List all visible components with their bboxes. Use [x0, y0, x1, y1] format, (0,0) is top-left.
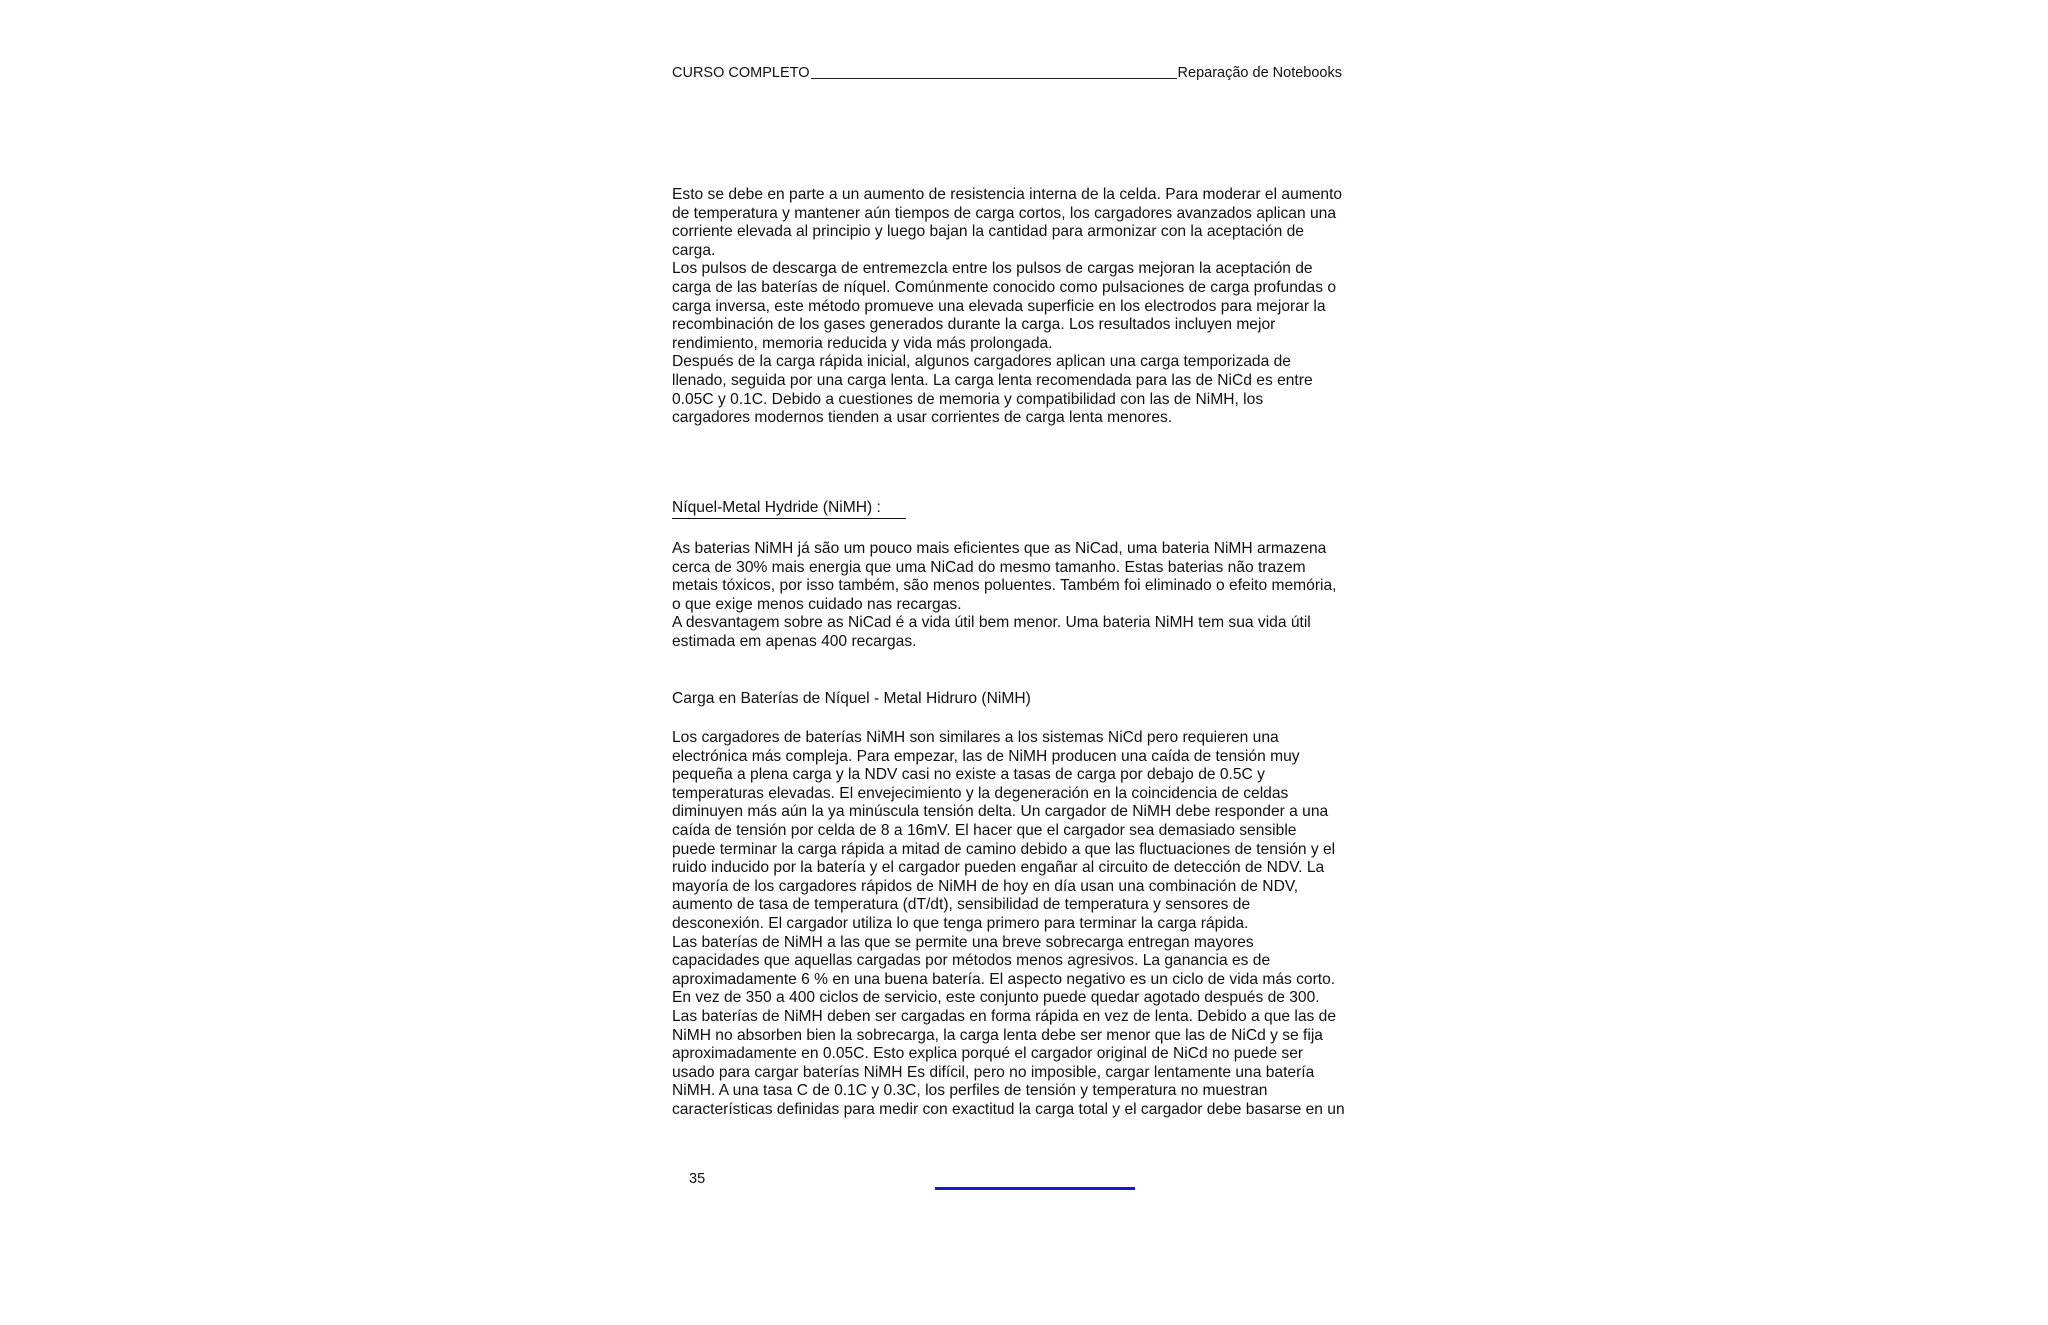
- header-left-title: CURSO COMPLETO: [672, 65, 810, 81]
- text-line: metais tóxicos, por isso também, são menos poluentes. Também foi eliminado o efeito memória,: [672, 577, 1337, 595]
- text-line: electrónica más compleja. Para empezar, las de NiMH producen una caída de tensión muy: [672, 747, 1300, 765]
- header-right-title: Reparação de Notebooks: [1177, 65, 1342, 81]
- text-line: aproximadamente en 0.05C. Esto explica porqué el cargador original de NiCd no puede ser: [672, 1045, 1304, 1063]
- section-heading-nimh: Níquel-Metal Hydride (NiMH) :: [672, 499, 906, 519]
- text-line: Las baterías de NiMH a las que se permite una breve sobrecarga entregan mayores: [672, 933, 1254, 951]
- text-line: cargadores modernos tienden a usar corrientes de carga lenta menores.: [672, 409, 1173, 427]
- text-line: cerca de 30% mais energia que uma NiCad do mesmo tamanho. Estas baterias não trazem: [672, 558, 1306, 576]
- text-line: pequeña a plena carga y la NDV casi no existe a tasas de carga por debajo de 0.5C y: [672, 766, 1265, 784]
- text-line: características definidas para medir con exactitud la carga total y el cargador debe basarse en un: [672, 1100, 1345, 1118]
- text-line: 0.05C y 0.1C. Debido a cuestiones de memoria y compatibilidad con las de NiMH, los: [672, 390, 1264, 408]
- page-header: [672, 62, 1342, 82]
- text-line: corriente elevada al principio y luego bajan la cantidad para armonizar con la aceptación de: [672, 223, 1304, 241]
- text-line: carga de las baterías de níquel. Comúnmente conocido como pulsaciones de carga profundas o: [672, 278, 1337, 296]
- text-line: Los cargadores de baterías NiMH son similares a los sistemas NiCd pero requieren una: [672, 729, 1279, 746]
- text-line: puede terminar la carga rápida a mitad de camino debido a que las fluctuaciones de tensión y el: [672, 840, 1336, 858]
- text-line: desconexión. El cargador utiliza lo que tenga primero para terminar la carga rápida.: [672, 914, 1249, 932]
- text-line: NiMH. A una tasa C de 0.1C y 0.3C, los perfiles de tensión y temperatura no muestran: [672, 1082, 1268, 1100]
- section-heading-nimh-charging: Carga en Baterías de Níquel - Metal Hidruro (NiMH): [672, 690, 1031, 707]
- text-line: ruido inducido por la batería y el cargador pueden engañar al circuito de detección de NDV. La: [672, 859, 1325, 877]
- text-line: o que exige menos cuidado nas recargas.: [672, 595, 962, 613]
- text-line: mayoría de los cargadores rápidos de NiMH de hoy en día usan una combinación de NDV,: [672, 877, 1299, 895]
- paragraph-block-nimh-intro: [672, 540, 1372, 652]
- text-line: usado para cargar baterías NiMH Es difícil, pero no imposible, cargar lentamente una batería: [672, 1063, 1315, 1081]
- text-line: carga.: [672, 241, 716, 259]
- text-line: caída de tensión por celda de 8 a 16mV. El hacer que el cargador sea demasiado sensible: [672, 821, 1297, 839]
- text-line: recombinación de los gases generados durante la carga. Los resultados incluyen mejor: [672, 316, 1276, 334]
- page-number: 35: [689, 1171, 706, 1187]
- paragraph-block-nicd-charging: [672, 186, 1372, 428]
- text-line: As baterias NiMH já são um pouco mais eficientes que as NiCad, uma bateria NiMH armazena: [672, 540, 1327, 557]
- text-line: En vez de 350 a 400 ciclos de servicio, este conjunto puede quedar agotado después de 300.: [672, 989, 1320, 1007]
- header-rule: [811, 77, 1177, 79]
- text-line: NiMH no absorben bien la sobrecarga, la carga lenta debe ser menor que las de NiCd y se fija: [672, 1026, 1323, 1044]
- text-line: Las baterías de NiMH deben ser cargadas en forma rápida en vez de lenta. Debido a que las de: [672, 1007, 1337, 1025]
- footer-link-underline[interactable]: [935, 1187, 1135, 1190]
- text-line: diminuyen más aún la ya minúscula tensión delta. Un cargador de NiMH debe responder a una: [672, 803, 1329, 821]
- text-line: Esto se debe en parte a un aumento de resistencia interna de la celda. Para moderar el aumento: [672, 186, 1343, 203]
- text-line: rendimiento, memoria reducida y vida más prolongada.: [672, 334, 1053, 352]
- text-line: llenado, seguida por una carga lenta. La carga lenta recomendada para las de NiCd es entre: [672, 371, 1313, 389]
- text-line: carga inversa, este método promueve una elevada superficie en los electrodos para mejorar la: [672, 297, 1326, 315]
- text-line: aumento de tasa de temperatura (dT/dt), sensibilidad de temperatura y sensores de: [672, 896, 1251, 914]
- text-line: de temperatura y mantener aún tiempos de carga cortos, los cargadores avanzados aplican una: [672, 204, 1336, 222]
- text-line: Después de la carga rápida inicial, algunos cargadores aplican una carga temporizada de: [672, 353, 1291, 371]
- text-line: A desvantagem sobre as NiCad é a vida útil bem menor. Uma bateria NiMH tem sua vida útil: [672, 614, 1311, 632]
- text-line: Los pulsos de descarga de entremezcla entre los pulsos de cargas mejoran la aceptación de: [672, 260, 1313, 278]
- text-line: capacidades que aquellas cargadas por métodos menos agresivos. La ganancia es de: [672, 952, 1271, 970]
- text-line: temperaturas elevadas. El envejecimiento y la degeneración en la coincidencia de celdas: [672, 784, 1289, 802]
- paragraph-block-nimh-charging: [672, 729, 1372, 1119]
- text-line: estimada em apenas 400 recargas.: [672, 632, 917, 650]
- text-line: aproximadamente 6 % en una buena batería. El aspecto negativo es un ciclo de vida más corto.: [672, 970, 1336, 988]
